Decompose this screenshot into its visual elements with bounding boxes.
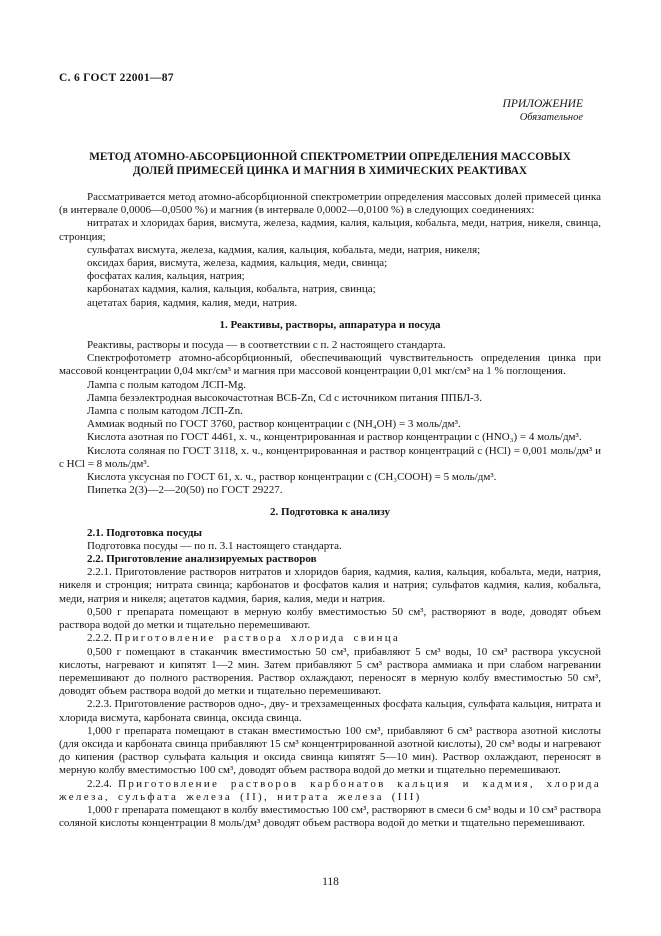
subsection-2-2-2-heading <box>59 632 601 645</box>
paragraph-2-2-1-body: 0,500 г препарата помещают в мерную колбу вместимостью 50 см³, растворяют в воде, доводят объем раствора водой до метки и тщательно перемешивают. <box>59 605 601 632</box>
intro-item-oxides: оксидах бария, висмута, железа, кадмия, кальция, меди, свинца; <box>87 257 388 270</box>
annex-block <box>59 98 601 124</box>
paragraph-2-2-2-body: 0,500 г помещают в стаканчик вместимостью 50 см³, прибавляют 5 см³ воды, 10 см³ раствора уксусной кислоты, нагревают и кипятят 1—2 мин. Затем прибавляют 5 см³ раствора аммиака и при слабом нагревании перемешивают до полного растворения. Раствор охлаждают, переносят в мерную колбу вместимостью 50 см³, доводят объем раствора водой до метки и тщательно перемешивают. <box>59 645 601 698</box>
section-1-paragraph: Лампа с полым катодом ЛСП-Mg. <box>87 378 246 391</box>
section-1-paragraph: Спектрофотометр атомно-абсорбционный, обеспечивающий чувствительность определения цинка при массовой концентрации 0,04 мкг/см³ и магния при массовой концентрации 0,01 мкг/см³ на 1 % поглощения. <box>59 352 601 378</box>
paragraph-2-2-4-body: 1,000 г препарата помещают в колбу вместимостью 100 см³, растворяют в смеси 6 см³ воды и 10 см³ раствора соляной кислоты концентрации 8 моль/дм³ доводят объем раствора водой до метки и тщательно перемешивают. <box>59 803 601 830</box>
annex-type: Обязательное <box>519 112 583 123</box>
annex-label: ПРИЛОЖЕНИЕ <box>502 98 583 110</box>
document-body <box>59 191 601 830</box>
paragraph-2-2-1: 2.2.1. Приготовление растворов нитратов и хлоридов бария, кадмия, калия, кальция, кобальта, меди, натрия, никеля и стронция; нитрата свинца; карбонатов и фосфатов калия и натрия; сульфатов кадмия, калия, кобальта, меди, натрия и никеля; ацетатов кадмия, бария, калия, меди и натрия. <box>59 566 601 605</box>
subsection-2-2-heading: 2.2. Приготовление анализируемых растворов <box>87 553 317 566</box>
document-title: МЕТОД АТОМНО-АБСОРБЦИОННОЙ СПЕКТРОМЕТРИИ ОПРЕДЕЛЕНИЯ МАССОВЫХ ДОЛЕЙ ПРИМЕСЕЙ ЦИНКА И МАГНИЯ В ХИМИЧЕСКИХ РЕАКТИВАХ <box>89 151 571 177</box>
section-1-paragraph: Кислота уксусная по ГОСТ 61, х. ч., раствор концентрации с (CH₃COOH) = 5 моль/дм³. <box>87 471 497 484</box>
subsection-2-2-4-title: Приготовление растворов карбонатов кальция и кадмия, хлорида железа, сульфата железа (II), нитрата железа (III) <box>59 777 602 803</box>
section-1-paragraph: Пипетка 2(3)—2—20(50) по ГОСТ 29227. <box>87 484 283 497</box>
intro-item-acetates: ацетатах бария, кадмия, калия, меди, натрия. <box>87 296 298 309</box>
intro-item-carbonates: карбонатах кадмия, калия, кальция, кобальта, натрия, свинца; <box>87 283 376 296</box>
page-header: С. 6 ГОСТ 22001—87 <box>59 72 174 84</box>
section-1-paragraph: Лампа с полым катодом ЛСП-Zn. <box>87 405 243 418</box>
subsection-2-2-2-number: 2.2.2. <box>87 632 112 645</box>
subsection-2-1-text: Подготовка посуды — по п. 3.1 настоящего стандарта. <box>87 539 342 552</box>
subsection-2-2-4-number: 2.2.4. <box>87 777 112 790</box>
intro-lead-paragraph: Рассматривается метод атомно-абсорбционной спектрометрии определения массовых долей примесей цинка (в интервале 0,0006—0,0500 %) и магния (в интервале 0,0002—0,0100 %) в следующих соединениях: <box>59 191 601 217</box>
subsection-2-2-2-title: Приготовление раствора хлорида свинца <box>114 632 401 645</box>
intro-item-nitrates: нитратах и хлоридах бария, висмута, железа, кадмия, калия, кальция, кобальта, меди, натрия, никеля, свинца, стронция; <box>59 217 601 243</box>
section-2-heading: 2. Подготовка к анализу <box>270 506 390 519</box>
section-1-paragraph: Кислота соляная по ГОСТ 3118, х. ч., концентрированная и раствор концентраций с (HCl) = 0,001 моль/дм³ и с HCl = 8 моль/дм³. <box>59 444 601 470</box>
intro-item-sulfates: сульфатах висмута, железа, кадмия, калия, кальция, кобальта, меди, натрия, никеля; <box>87 243 481 256</box>
subsection-2-2-4-heading <box>59 778 601 804</box>
paragraph-2-2-3: 2.2.3. Приготовление растворов одно-, дву- и трехзамещенных фосфата кальция, сульфата кальция, нитрата и хлорида висмута, карбоната свинца, оксида свинца. <box>59 698 601 724</box>
section-1-heading: 1. Реактивы, растворы, аппаратура и посуда <box>219 318 441 331</box>
section-1-paragraph: Реактивы, растворы и посуда — в соответствии с п. 2 настоящего стандарта. <box>87 339 446 352</box>
section-1-paragraph: Кислота азотная по ГОСТ 4461, х. ч., концентрированная и раствор концентрации с (HNO₃) = 4 моль/дм³. <box>87 431 582 444</box>
paragraph-2-2-3-body: 1,000 г препарата помещают в стакан вместимостью 100 см³, прибавляют 6 см³ раствора азотной кислоты (для оксида и карбоната свинца прибавляют 15 см³ концентрированной азотной кислоты), 20 см³ воды и нагревают до кипения (раствор сульфата кальция и оксида свинца кипятят 5—10 мин). Раствор охлаждают, переносят в мерную колбу вместимостью 100 см³, доводят объем раствора водой до метки и тщательно перемешивают. <box>59 724 601 777</box>
section-1-paragraph: Лампа безэлектродная высокочастотная ВСБ-Zn, Cd с источником питания ППБЛ-3. <box>87 391 483 404</box>
intro-item-phosphates: фосфатах калия, кальция, натрия; <box>87 270 245 283</box>
section-1-paragraph: Аммиак водный по ГОСТ 3760, раствор концентрации с (NH₄OH) = 3 моль/дм³. <box>87 418 461 431</box>
page-number: 118 <box>322 876 339 888</box>
subsection-2-1-heading: 2.1. Подготовка посуды <box>87 526 203 539</box>
